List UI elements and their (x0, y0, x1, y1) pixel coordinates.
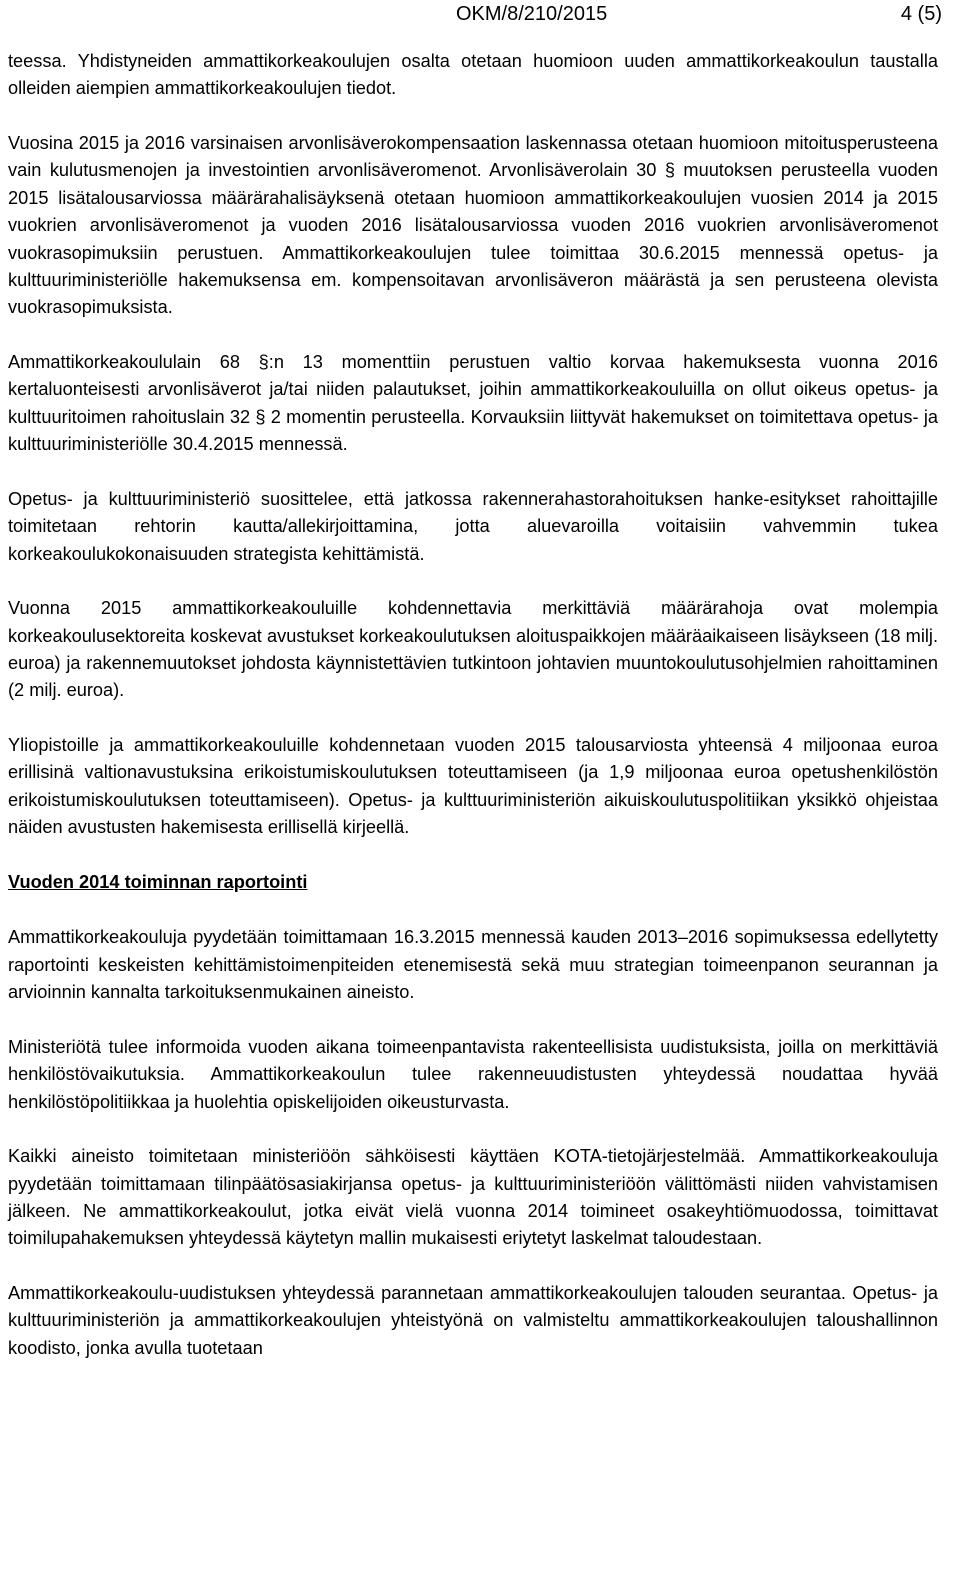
section-heading: Vuoden 2014 toiminnan raportointi (8, 871, 308, 892)
paragraph: Vuosina 2015 ja 2016 varsinaisen arvonlisäverokompensaation laskennassa otetaan huomioon mitoitusperusteena vain kulutusmenojen ja investointien arvonlisäveromenot. Arvonlisäverolain 30 § muutoksen perusteella vuoden 2015 lisätalousarviossa määrärahalisäyksenä otetaan huomioon ammattikorkeakoulujen vuosien 2014 ja 2015 vuokrien arvonlisäveromenot ja vuoden 2016 lisätalousarviossa vuoden 2016 vuokrien arvonlisäveromenot vuokrasopimuksiin perustuen. Ammattikorkeakoulujen tulee toimittaa 30.6.2015 mennessä opetus- ja kulttuuriministeriölle hakemuksensa em. kompensoitavan arvonlisäveron määrästä ja sen perusteena olevista vuokrasopimuksista. (8, 133, 938, 318)
document-body (8, 48, 938, 1389)
paragraph: teessa. Yhdistyneiden ammattikorkeakoulujen osalta otetaan huomioon uuden ammattikorkeakoulun taustalla olleiden aiempien ammattikorkeakoulujen tiedot. (8, 51, 938, 99)
paragraph: Opetus- ja kulttuuriministeriö suosittelee, että jatkossa rakennerahastorahoituksen hanke-esitykset rahoittajille toimitetaan rehtorin kautta/allekirjoittamina, jotta aluevaroilla voitaisiin vahvemmin tukea korkeakoulukokonaisuuden strategista kehittämistä. (8, 488, 938, 564)
paragraph: Yliopistoille ja ammattikorkeakouluille kohdennetaan vuoden 2015 talousarviosta yhteensä 4 miljoonaa euroa erillisinä valtionavustuksina erikoistumiskoulutuksen toteuttamiseen (ja 1,9 miljoonaa euroa opetushenkilöstön erikoistumiskoulutuksen toteuttamiseen). Opetus- ja kulttuuriministeriön aikuiskoulutuspolitiikan yksikkö ohjeistaa näiden avustusten hakemisesta erillisellä kirjeellä. (8, 735, 938, 838)
paragraph: Ammattikorkeakoululain 68 §:n 13 momenttiin perustuen valtio korvaa hakemuksesta vuonna 2016 kertaluonteisesti arvonlisäverot ja/tai niiden palautukset, joihin ammattikorkeakouluilla on ollut oikeus opetus- ja kulttuuritoimen rahoituslain 32 § 2 momentin perusteella. Korvauksiin liittyvät hakemukset on toimitettava opetus- ja kulttuuriministeriölle 30.4.2015 mennessä. (8, 352, 938, 455)
paragraph: Vuonna 2015 ammattikorkeakouluille kohdennettavia merkittäviä määrärahoja ovat molempia korkeakoulusektoreita koskevat avustukset korkeakoulutuksen aloituspaikkojen määräaikaiseen lisäykseen (18 milj. euroa) ja rakennemuutokset johdosta käynnistettävien tutkintoon johtavien muuntokoulutusohjelmien rahoittaminen (2 milj. euroa). (8, 598, 938, 701)
page-number: 4 (5) (900, 3, 942, 25)
document-id: OKM/8/210/2015 (456, 3, 608, 25)
paragraph: Ammattikorkeakouluja pyydetään toimittamaan 16.3.2015 mennessä kauden 2013–2016 sopimuksessa edellytetty raportointi keskeisten kehittämistoimenpiteiden etenemisestä sekä muu strategian toimeenpanon seurannan ja arvioinnin kannalta tarkoituksenmukainen aineisto. (8, 927, 938, 1003)
paragraph: Kaikki aineisto toimitetaan ministeriöön sähköisesti käyttäen KOTA-tietojärjestelmää. Ammattikorkeakouluja pyydetään toimittamaan tilinpäätösasiakirjansa opetus- ja kulttuuriministeriöön välittömästi niiden vahvistamisen jälkeen. Ne ammattikorkeakoulut, jotka eivät vielä vuonna 2014 toimineet osakeyhtiömuodossa, toimittavat toimilupahakemuksen yhteydessä käytetyn mallin mukaisesti eriytetyt laskelmat taloudestaan. (8, 1146, 938, 1249)
page-header (8, 0, 942, 28)
paragraph: Ammattikorkeakoulu-uudistuksen yhteydessä parannetaan ammattikorkeakoulujen talouden seurantaa. Opetus- ja kulttuuriministeriön ja ammattikorkeakoulujen yhteistyönä on valmisteltu ammattikorkeakoulujen taloushallinnon koodisto, jonka avulla tuotetaan (8, 1282, 938, 1358)
paragraph: Ministeriötä tulee informoida vuoden aikana toimeenpantavista rakenteellisista uudistuksista, joilla on merkittäviä henkilöstövaikutuksia. Ammattikorkeakoulun tulee rakenneuudistusten yhteydessä noudattaa hyvää henkilöstöpolitiikkaa ja huolehtia opiskelijoiden oikeusturvasta. (8, 1036, 938, 1112)
